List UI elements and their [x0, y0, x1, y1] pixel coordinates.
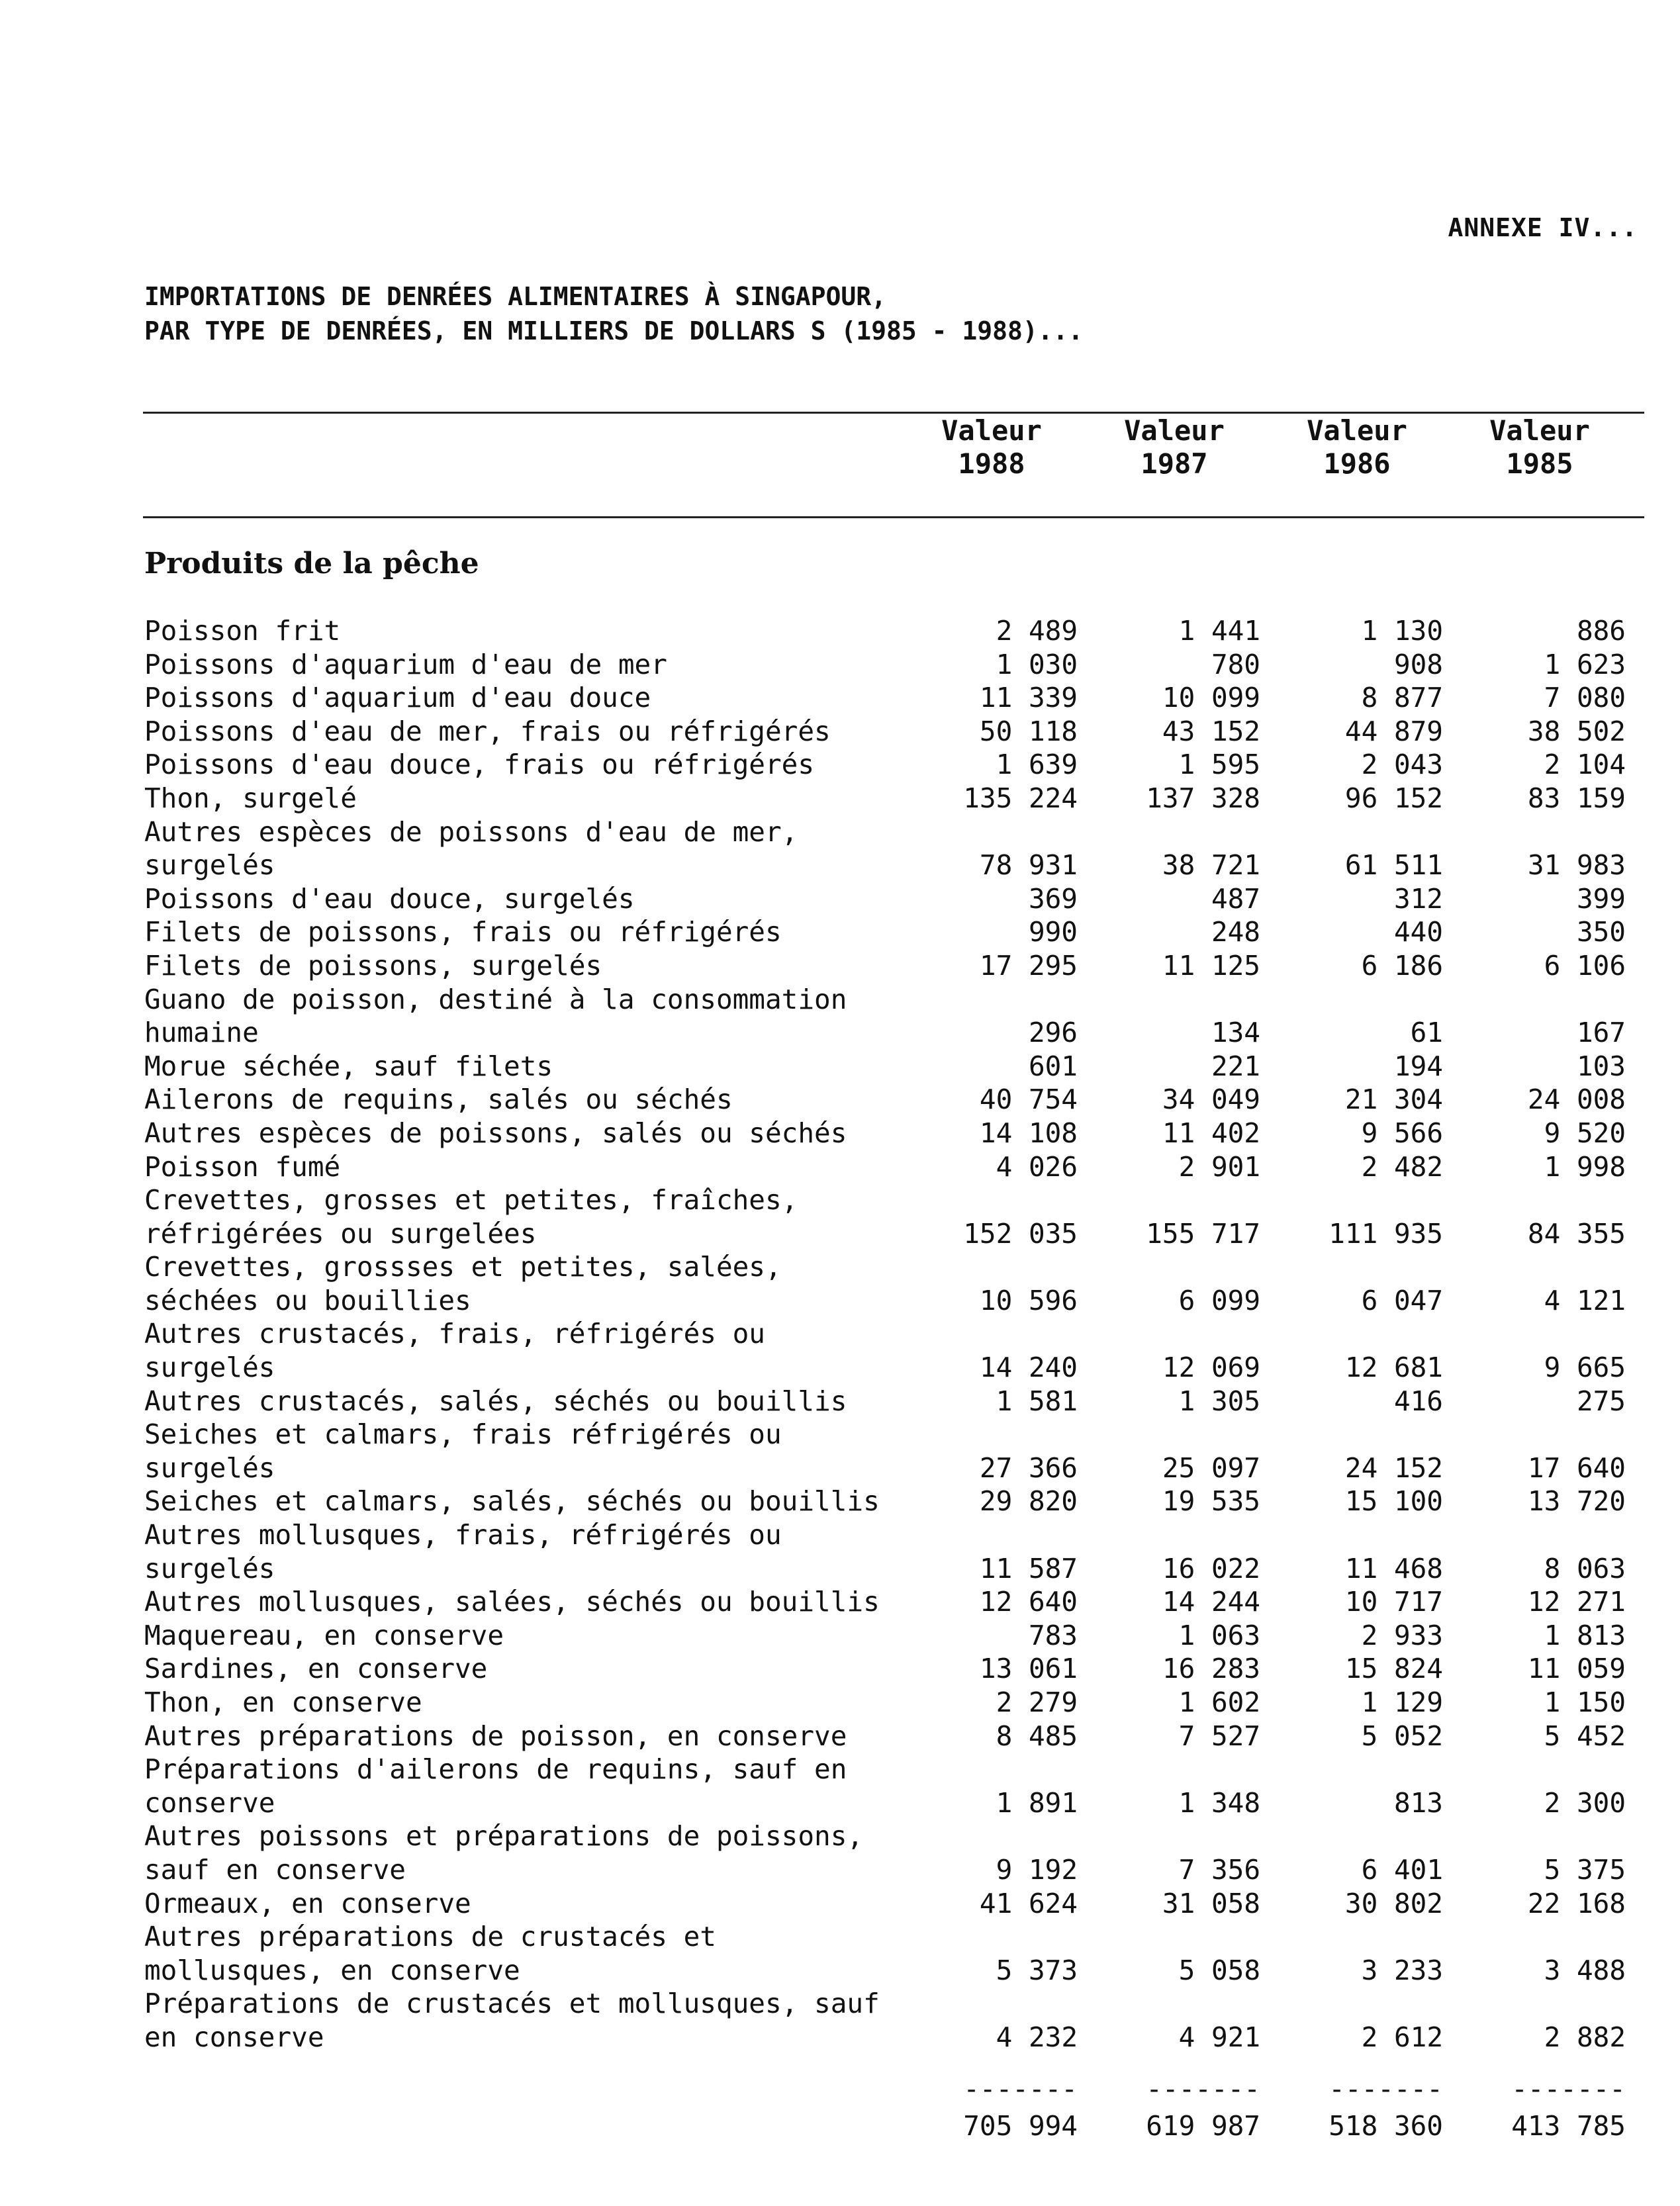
cell-value-1987: 487 [1211, 882, 1260, 915]
row-label [144, 983, 939, 1050]
row-label [144, 715, 939, 749]
cell-value-1987: 16 283 [1162, 1653, 1260, 1685]
row-label-line: Seiches et calmars, frais réfrigérés ou [144, 1418, 782, 1451]
cell-value-1985: 11 059 [1527, 1653, 1626, 1685]
row-label-line: Préparations d'ailerons de requins, sauf en [144, 1753, 847, 1786]
cell-value-1985: 2 104 [1544, 749, 1626, 781]
cell-value-1985: 4 121 [1544, 1284, 1626, 1316]
table-row [144, 1720, 1644, 1753]
cell-value-1985: 84 355 [1527, 1217, 1626, 1250]
row-label-line: Préparations de crustacés et mollusques, sauf [144, 1988, 880, 2020]
row-label-line: sauf en conserve [144, 1853, 406, 1886]
cell-value-1985: 31 983 [1527, 849, 1626, 882]
total-separator: ------- [1511, 2073, 1626, 2105]
cell-value-1985: 2 882 [1544, 2021, 1626, 2053]
cell-value-1987: 1 063 [1178, 1619, 1260, 1651]
total-1988: 705 994 [963, 2110, 1078, 2142]
cell-value-1987: 7 527 [1178, 1720, 1260, 1752]
column-header-1986 [1271, 414, 1443, 481]
cell-value-1987: 34 049 [1162, 1083, 1260, 1116]
row-label [144, 1418, 939, 1485]
cell-value-1988: 1 891 [996, 1786, 1078, 1819]
cell-value-1986: 908 [1393, 648, 1443, 680]
cell-value-1987: 19 535 [1162, 1485, 1260, 1518]
row-label-line: Seiches et calmars, salés, séchés ou bouillis [144, 1485, 880, 1518]
table-row [144, 1920, 1644, 1987]
table-row [144, 1987, 1644, 2054]
column-header-1987 [1088, 414, 1260, 481]
cell-value-1985: 275 [1576, 1385, 1626, 1417]
total-1987: 619 987 [1146, 2110, 1260, 2142]
cell-value-1988: 41 624 [979, 1887, 1078, 1919]
cell-value-1987: 31 058 [1162, 1887, 1260, 1919]
cell-value-1988: 783 [1028, 1619, 1078, 1651]
cell-value-1986: 12 681 [1344, 1352, 1443, 1384]
column-header-1988 [906, 414, 1078, 481]
cell-value-1986: 24 152 [1344, 1451, 1443, 1484]
row-label-line: Ailerons de requins, salés ou séchés [144, 1083, 733, 1116]
cell-value-1987: 11 402 [1162, 1117, 1260, 1149]
row-label-line: Poissons d'aquarium d'eau douce [144, 682, 651, 714]
cell-value-1985: 6 106 [1544, 949, 1626, 982]
cell-value-1987: 43 152 [1162, 715, 1260, 747]
cell-value-1987: 137 328 [1146, 782, 1260, 814]
table-row [144, 1183, 1644, 1250]
cell-value-1986: 6 047 [1361, 1284, 1443, 1316]
row-label-line: surgelés [144, 1352, 275, 1384]
table-row [144, 1518, 1644, 1585]
table-row [144, 681, 1644, 715]
table-row [144, 1652, 1644, 1686]
row-label [144, 1819, 939, 1886]
cell-value-1985: 7 080 [1544, 682, 1626, 714]
row-label-line: Crevettes, grosses et petites, fraîches, [144, 1184, 798, 1217]
cell-value-1988: 10 596 [979, 1284, 1078, 1316]
cell-value-1986: 21 304 [1344, 1083, 1443, 1116]
row-label [144, 1518, 939, 1585]
row-label-line: réfrigérées ou surgelées [144, 1217, 537, 1250]
row-label-line: Poissons d'eau douce, surgelés [144, 882, 635, 915]
table-row [144, 1385, 1644, 1418]
cell-value-1988: 29 820 [979, 1485, 1078, 1518]
cell-value-1986: 2 933 [1361, 1619, 1443, 1651]
cell-value-1987: 11 125 [1162, 949, 1260, 982]
table-row [144, 915, 1644, 949]
table-row [144, 1050, 1644, 1083]
table-row [144, 1753, 1644, 1819]
cell-value-1988: 4 026 [996, 1150, 1078, 1183]
cell-value-1986: 2 612 [1361, 2021, 1443, 2053]
row-label [144, 1317, 939, 1384]
total-separator: ------- [963, 2073, 1078, 2105]
section-title: Produits de la pêche [144, 547, 479, 580]
column-header-label: Valeur [1124, 414, 1225, 447]
row-label-line: Maquereau, en conserve [144, 1619, 504, 1651]
row-label-line: surgelés [144, 849, 275, 882]
cell-value-1987: 134 [1211, 1017, 1260, 1049]
table-row [144, 748, 1644, 782]
row-label-line: surgelés [144, 1451, 275, 1484]
cell-value-1987: 1 441 [1178, 615, 1260, 647]
cell-value-1985: 38 502 [1527, 715, 1626, 747]
row-label [144, 1720, 939, 1753]
title-line-2: PAR TYPE DE DENRÉES, EN MILLIERS DE DOLLARS S (1985 - 1988)... [144, 316, 1084, 345]
row-label-line: Poisson frit [144, 615, 341, 647]
cell-value-1988: 601 [1028, 1050, 1078, 1082]
table-row [144, 782, 1644, 815]
row-label [144, 681, 939, 715]
total-1985: 413 785 [1511, 2110, 1626, 2142]
cell-value-1988: 1 581 [996, 1385, 1078, 1417]
table-row [144, 1686, 1644, 1720]
cell-value-1986: 8 877 [1361, 682, 1443, 714]
cell-value-1986: 5 052 [1361, 1720, 1443, 1752]
cell-value-1988: 990 [1028, 916, 1078, 948]
cell-value-1985: 8 063 [1544, 1552, 1626, 1585]
cell-value-1985: 103 [1576, 1050, 1626, 1082]
cell-value-1988: 4 232 [996, 2021, 1078, 2053]
table-row [144, 1250, 1644, 1317]
cell-value-1985: 24 008 [1527, 1083, 1626, 1116]
cell-value-1986: 2 043 [1361, 749, 1443, 781]
row-label-line: Guano de poisson, destiné à la consommation [144, 983, 847, 1015]
cell-value-1987: 248 [1211, 916, 1260, 948]
cell-value-1988: 1 639 [996, 749, 1078, 781]
cell-value-1985: 167 [1576, 1017, 1626, 1049]
cell-value-1987: 25 097 [1162, 1451, 1260, 1484]
cell-value-1985: 886 [1576, 615, 1626, 647]
document-title [144, 279, 1083, 348]
row-label [144, 949, 939, 983]
cell-value-1987: 155 717 [1146, 1217, 1260, 1250]
table-row [144, 1485, 1644, 1518]
cell-value-1988: 17 295 [979, 949, 1078, 982]
row-label-line: humaine [144, 1017, 259, 1049]
table-row [144, 1083, 1644, 1117]
cell-value-1985: 350 [1576, 916, 1626, 948]
cell-value-1987: 38 721 [1162, 849, 1260, 882]
row-label-line: Poissons d'eau douce, frais ou réfrigérés [144, 749, 815, 781]
cell-value-1987: 12 069 [1162, 1352, 1260, 1384]
row-label [144, 614, 939, 648]
total-separator: ------- [1146, 2073, 1260, 2105]
cell-value-1985: 1 998 [1544, 1150, 1626, 1183]
row-label [144, 748, 939, 782]
row-label [144, 915, 939, 949]
row-label-line: Morue séchée, sauf filets [144, 1050, 553, 1082]
cell-value-1986: 2 482 [1361, 1150, 1443, 1183]
cell-value-1986: 10 717 [1344, 1586, 1443, 1618]
cell-value-1985: 5 375 [1544, 1853, 1626, 1886]
cell-value-1985: 9 665 [1544, 1352, 1626, 1384]
cell-value-1988: 8 485 [996, 1720, 1078, 1752]
row-label-line: Crevettes, grossses et petites, salées, [144, 1251, 782, 1283]
table-row [144, 882, 1644, 916]
row-label-line: Poissons d'aquarium d'eau de mer [144, 648, 667, 680]
cell-value-1987: 221 [1211, 1050, 1260, 1082]
row-label [144, 1987, 939, 2054]
cell-value-1985: 17 640 [1527, 1451, 1626, 1484]
cell-value-1987: 1 348 [1178, 1786, 1260, 1819]
cell-value-1985: 12 271 [1527, 1586, 1626, 1618]
cell-value-1986: 194 [1393, 1050, 1443, 1082]
cell-value-1988: 296 [1028, 1017, 1078, 1049]
row-label [144, 1686, 939, 1720]
cell-value-1987: 16 022 [1162, 1552, 1260, 1585]
cell-value-1985: 9 520 [1544, 1117, 1626, 1149]
table-row [144, 1150, 1644, 1184]
cell-value-1987: 10 099 [1162, 682, 1260, 714]
cell-value-1986: 6 401 [1361, 1853, 1443, 1886]
cell-value-1986: 440 [1393, 916, 1443, 948]
row-label-line: Filets de poissons, frais ou réfrigérés [144, 916, 782, 948]
row-label [144, 648, 939, 682]
row-label-line: en conserve [144, 2021, 324, 2053]
cell-value-1987: 5 058 [1178, 1954, 1260, 1986]
table-row [144, 1619, 1644, 1653]
row-label [144, 1887, 939, 1921]
row-label-line: Autres espèces de poissons, salés ou séchés [144, 1117, 847, 1149]
cell-value-1988: 14 240 [979, 1352, 1078, 1384]
cell-value-1988: 1 030 [996, 648, 1078, 680]
cell-value-1988: 5 373 [996, 1954, 1078, 1986]
row-label-line: Autres mollusques, frais, réfrigérés ou [144, 1519, 782, 1551]
table-row [144, 1317, 1644, 1384]
cell-value-1988: 2 489 [996, 615, 1078, 647]
table-row [144, 1887, 1644, 1921]
cell-value-1988: 369 [1028, 882, 1078, 915]
cell-value-1986: 44 879 [1344, 715, 1443, 747]
cell-value-1988: 11 587 [979, 1552, 1078, 1585]
table-row [144, 1819, 1644, 1886]
cell-value-1985: 5 452 [1544, 1720, 1626, 1752]
row-label [144, 1385, 939, 1418]
column-header-1985 [1454, 414, 1626, 481]
total-separator: ------- [1329, 2073, 1443, 2105]
table-row [144, 648, 1644, 682]
cell-value-1985: 13 720 [1527, 1485, 1626, 1518]
cell-value-1987: 2 901 [1178, 1150, 1260, 1183]
header-bottom-rule [143, 516, 1644, 518]
cell-value-1985: 1 623 [1544, 648, 1626, 680]
table-row [144, 715, 1644, 749]
cell-value-1986: 61 [1410, 1017, 1443, 1049]
row-label [144, 1117, 939, 1150]
row-label [144, 1150, 939, 1184]
row-label-line: Autres mollusques, salées, séchés ou bouillis [144, 1586, 880, 1618]
cell-value-1988: 12 640 [979, 1586, 1078, 1618]
cell-value-1987: 6 099 [1178, 1284, 1260, 1316]
row-label [144, 1585, 939, 1619]
title-line-1: IMPORTATIONS DE DENRÉES ALIMENTAIRES À SINGAPOUR, [144, 282, 887, 311]
row-label-line: Sardines, en conserve [144, 1653, 488, 1685]
cell-value-1987: 1 305 [1178, 1385, 1260, 1417]
row-label [144, 1485, 939, 1518]
cell-value-1988: 152 035 [963, 1217, 1078, 1250]
total-1986: 518 360 [1329, 2110, 1443, 2142]
cell-value-1986: 3 233 [1361, 1954, 1443, 1986]
cell-value-1986: 1 130 [1361, 615, 1443, 647]
cell-value-1986: 111 935 [1329, 1217, 1443, 1250]
table-row [144, 983, 1644, 1050]
column-header-year: 1987 [1141, 447, 1208, 480]
column-header-year: 1988 [958, 447, 1025, 480]
column-header-label: Valeur [1307, 414, 1407, 447]
cell-value-1986: 312 [1393, 882, 1443, 915]
table-row [144, 949, 1644, 983]
cell-value-1988: 13 061 [979, 1653, 1078, 1685]
cell-value-1988: 135 224 [963, 782, 1078, 814]
row-label [144, 1920, 939, 1987]
table-row [144, 815, 1644, 882]
table-row [144, 614, 1644, 648]
cell-value-1988: 78 931 [979, 849, 1078, 882]
column-header-year: 1985 [1506, 447, 1573, 480]
row-label-line: Filets de poissons, surgelés [144, 949, 602, 982]
cell-value-1987: 1 595 [1178, 749, 1260, 781]
cell-value-1986: 416 [1393, 1385, 1443, 1417]
cell-value-1988: 50 118 [979, 715, 1078, 747]
cell-value-1985: 2 300 [1544, 1786, 1626, 1819]
cell-value-1987: 14 244 [1162, 1586, 1260, 1618]
cell-value-1988: 14 108 [979, 1117, 1078, 1149]
cell-value-1985: 399 [1576, 882, 1626, 915]
cell-value-1986: 1 129 [1361, 1686, 1443, 1718]
cell-value-1986: 61 511 [1344, 849, 1443, 882]
table-row [144, 1585, 1644, 1619]
annex-label: ANNEXE IV... [1448, 213, 1638, 242]
cell-value-1985: 83 159 [1527, 782, 1626, 814]
row-label-line: surgelés [144, 1552, 275, 1585]
cell-value-1988: 9 192 [996, 1853, 1078, 1886]
row-label [144, 1619, 939, 1653]
cell-value-1986: 813 [1393, 1786, 1443, 1819]
row-label-line: mollusques, en conserve [144, 1954, 520, 1986]
cell-value-1986: 6 186 [1361, 949, 1443, 982]
cell-value-1985: 1 150 [1544, 1686, 1626, 1718]
cell-value-1985: 1 813 [1544, 1619, 1626, 1651]
cell-value-1986: 9 566 [1361, 1117, 1443, 1149]
cell-value-1987: 780 [1211, 648, 1260, 680]
cell-value-1986: 15 100 [1344, 1485, 1443, 1518]
cell-value-1985: 3 488 [1544, 1954, 1626, 1986]
table-row [144, 1418, 1644, 1485]
totals-row [144, 2073, 1644, 2152]
row-label-line: Autres espèces de poissons d'eau de mer, [144, 815, 798, 848]
cell-value-1986: 11 468 [1344, 1552, 1443, 1585]
row-label-line: Thon, surgelé [144, 782, 357, 814]
table-row [144, 1117, 1644, 1150]
row-label [144, 882, 939, 916]
row-label [144, 1183, 939, 1250]
cell-value-1988: 40 754 [979, 1083, 1078, 1116]
top-rule [143, 412, 1644, 414]
cell-value-1987: 1 602 [1178, 1686, 1260, 1718]
row-label-line: Thon, en conserve [144, 1686, 422, 1718]
cell-value-1988: 27 366 [979, 1451, 1078, 1484]
row-label [144, 1652, 939, 1686]
row-label [144, 815, 939, 882]
cell-value-1986: 15 824 [1344, 1653, 1443, 1685]
row-label-line: conserve [144, 1786, 275, 1819]
row-label-line: Autres préparations de poisson, en conserve [144, 1720, 847, 1752]
row-label [144, 1250, 939, 1317]
cell-value-1988: 2 279 [996, 1686, 1078, 1718]
row-label [144, 782, 939, 815]
cell-value-1987: 7 356 [1178, 1853, 1260, 1886]
row-label-line: séchées ou bouillies [144, 1284, 471, 1316]
row-label-line: Autres crustacés, salés, séchés ou bouillis [144, 1385, 847, 1417]
row-label-line: Ormeaux, en conserve [144, 1887, 471, 1919]
cell-value-1986: 30 802 [1344, 1887, 1443, 1919]
row-label [144, 1050, 939, 1083]
column-header-label: Valeur [941, 414, 1042, 447]
cell-value-1986: 96 152 [1344, 782, 1443, 814]
row-label-line: Poisson fumé [144, 1150, 341, 1183]
cell-value-1987: 4 921 [1178, 2021, 1260, 2053]
row-label-line: Autres préparations de crustacés et [144, 1921, 716, 1953]
row-label-line: Autres crustacés, frais, réfrigérés ou [144, 1318, 765, 1350]
cell-value-1988: 11 339 [979, 682, 1078, 714]
row-label [144, 1083, 939, 1117]
column-header-year: 1986 [1323, 447, 1391, 480]
row-label-line: Poissons d'eau de mer, frais ou réfrigérés [144, 715, 831, 747]
cell-value-1985: 22 168 [1527, 1887, 1626, 1919]
row-label [144, 1753, 939, 1819]
column-header-label: Valeur [1489, 414, 1590, 447]
data-table [144, 614, 1644, 2054]
row-label-line: Autres poissons et préparations de poissons, [144, 1820, 864, 1853]
